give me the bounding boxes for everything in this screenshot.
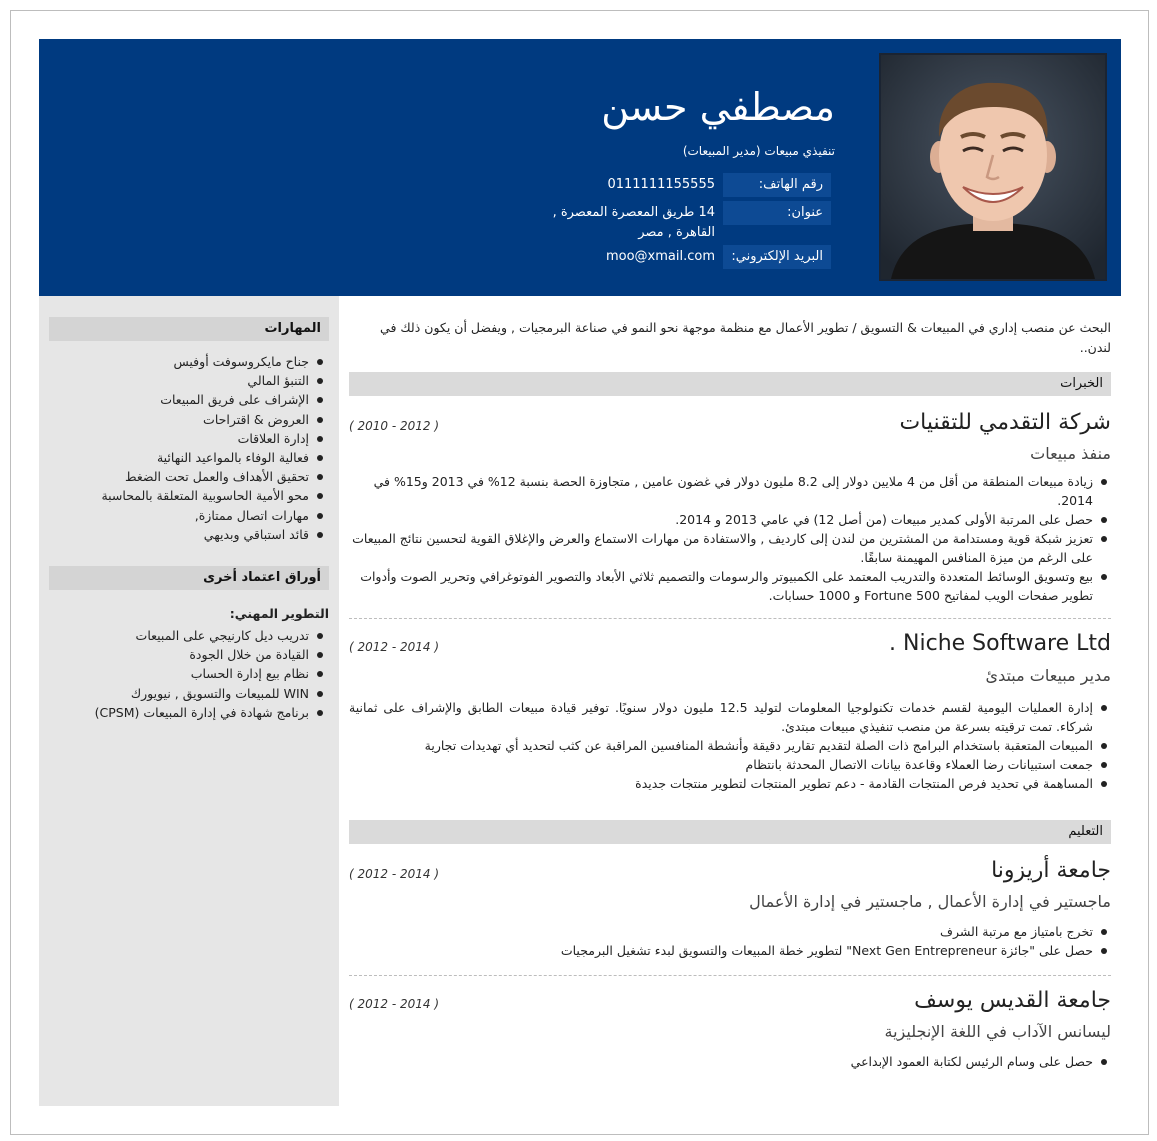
resume-header — [39, 39, 1121, 296]
section-divider — [349, 975, 1111, 976]
profile-photo — [879, 53, 1107, 281]
contact-label: عنوان: — [723, 201, 831, 225]
candidate-name: مصطفي حسن — [601, 85, 835, 129]
professional-development-list — [53, 626, 323, 722]
school-bullets — [349, 1052, 1111, 1071]
contact-phone — [431, 173, 831, 197]
job-bullet: بيع وتسويق الوسائط المتعددة والتدريب المعتمد على الكمبيوتر والرسومات والتصميم ثلاثي الأبعاد والتصوير الفوتوغرافي وتحرير الصوت وأدوات تطوير صفحات الويب لمفاتيح Fortune 500 و 1000 حسابات. — [349, 567, 1111, 605]
job-bullet: تعزيز شبكة قوية ومستدامة من المشترين من لندن إلى كارديف , والاستفادة من مهارات الاستماع والعرض والإغلاق القوية لتحسين نتائج المبيعات على الرغم من ميزة المنافس المهيمنة سابقًا. — [349, 529, 1111, 567]
school-dates: ( 2014 - 2012 ) — [349, 867, 440, 881]
job-company: Niche Software Ltd . — [889, 631, 1111, 656]
skill-item: الإشراف على فريق المبيعات — [53, 390, 323, 409]
job-position: منفذ مبيعات — [1030, 444, 1111, 463]
school-bullet: تخرج بامتياز مع مرتبة الشرف — [349, 922, 1111, 941]
school-degree: ماجستير في إدارة الأعمال , ماجستير في إدارة الأعمال — [749, 892, 1111, 911]
job-bullet: جمعت استبيانات رضا العملاء وقاعدة بيانات الاتصال المحدثة بانتظام — [349, 755, 1111, 774]
skill-item: قائد استباقي وبديهي — [53, 525, 323, 544]
credentials-heading: أوراق اعتماد أخرى — [49, 566, 329, 590]
job-bullet: إدارة العمليات اليومية لقسم خدمات تكنولوجيا المعلومات لتوليد 12.5 مليون دولار سنويًا. توفير قيادة مبيعات الطابق والإشراف على ثمانية شركاء. تمت ترقيته بسرعة من منصب تنفيذي مبيعات مبتدئ. — [349, 698, 1111, 736]
school-name: جامعة القديس يوسف — [914, 988, 1111, 1013]
school-degree: ليسانس الآداب في اللغة الإنجليزية — [884, 1022, 1111, 1041]
job-bullet: المساهمة في تحديد فرص المنتجات القادمة - دعم تطوير المنتجات لتطوير منتجات جديدة — [349, 774, 1111, 793]
resume-page — [39, 39, 1121, 1106]
candidate-role: تنفيذي مبيعات (مدير المبيعات) — [682, 144, 835, 158]
job-dates: ( 2014 - 2012 ) — [349, 640, 440, 654]
job-bullet: زيادة مبيعات المنطقة من أقل من 4 ملايين دولار إلى 8.2 مليون دولار في غضون عامين , متجاوزة الحصة بنسبة 12% في 2013 و15% في 2014. — [349, 472, 1111, 510]
contact-value: 14 طريق المعصرة المعصرة , القاهرة , مصر — [552, 205, 715, 240]
development-item: القيادة من خلال الجودة — [53, 645, 323, 664]
career-summary: البحث عن منصب إداري في المبيعات & التسويق / تطوير الأعمال مع منظمة موجهة نحو النمو في صناعة البرمجيات , ويفضل أن يكون ذلك في لندن.. — [380, 320, 1111, 355]
contact-address — [431, 201, 831, 245]
school-name: جامعة أريزونا — [991, 858, 1111, 883]
skill-item: مهارات اتصال ممتازة, — [53, 506, 323, 525]
education-heading: التعليم — [349, 820, 1111, 844]
development-item: برنامج شهادة في إدارة المبيعات (CPSM) — [53, 703, 323, 722]
job-company: شركة التقدمي للتقنيات — [899, 410, 1111, 435]
professional-development-title: التطوير المهني: — [229, 606, 329, 621]
skill-item: إدارة العلاقات — [53, 429, 323, 448]
contact-label: رقم الهاتف: — [723, 173, 831, 197]
contact-value: 0111111155555 — [607, 177, 715, 192]
job-bullet: حصل على المرتبة الأولى كمدير مبيعات (من أصل 12) في عامي 2013 و 2014. — [349, 510, 1111, 529]
contact-value: moo@xmail.com — [605, 249, 715, 264]
skill-item: تحقيق الأهداف والعمل تحت الضغط — [53, 467, 323, 486]
job-dates: ( 2012 - 2010 ) — [349, 419, 440, 433]
skill-item: جناح مايكروسوفت أوفيس — [53, 352, 323, 371]
sidebar — [39, 296, 339, 1106]
school-bullet: حصل على وسام الرئيس لكتابة العمود الإبداعي — [349, 1052, 1111, 1071]
school-bullet: حصل على "جائزة Next Gen Entrepreneur" لتطوير خطة المبيعات والتسويق لبدء تشغيل البرمجيات — [349, 941, 1111, 960]
profile-photo-image — [881, 55, 1105, 279]
skill-item: محو الأمية الحاسوبية المتعلقة بالمحاسبة — [53, 486, 323, 505]
contact-label: البريد الإلكتروني: — [723, 245, 831, 269]
development-item: نظام بيع إدارة الحساب — [53, 664, 323, 683]
skill-item: فعالية الوفاء بالمواعيد النهائية — [53, 448, 323, 467]
school-dates: ( 2014 - 2012 ) — [349, 997, 440, 1011]
school-bullets — [349, 922, 1111, 960]
skills-list — [53, 352, 323, 544]
section-divider — [349, 618, 1111, 619]
skill-item: التنبؤ المالي — [53, 371, 323, 390]
experience-heading: الخبرات — [349, 372, 1111, 396]
skills-heading: المهارات — [49, 317, 329, 341]
job-bullet: المبيعات المتعقبة باستخدام البرامج ذات الصلة لتقديم تقارير دقيقة وأنشطة المنافسين المراقبة عن كثب لتحديد أي تهديدات تجارية — [349, 736, 1111, 755]
job-position: مدير مبيعات مبتدئ — [985, 666, 1111, 685]
job-bullets — [349, 472, 1111, 605]
contact-email — [431, 245, 831, 269]
job-bullets — [349, 698, 1111, 793]
skill-item: العروض & اقتراحات — [53, 410, 323, 429]
main-content — [349, 296, 1111, 1106]
development-item: تدريب ديل كارنيجي على المبيعات — [53, 626, 323, 645]
development-item: WIN للمبيعات والتسويق , نيويورك — [53, 684, 323, 703]
